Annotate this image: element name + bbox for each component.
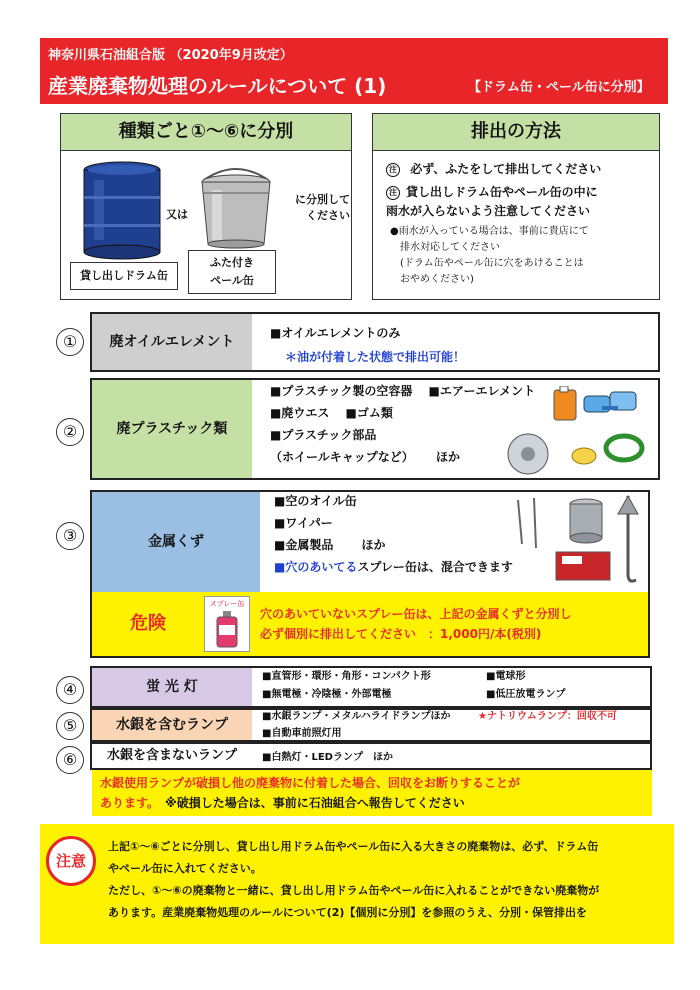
category-number-2: ②: [56, 418, 84, 446]
plastic-items-icon: [506, 386, 654, 476]
disposal-note-1: [386, 160, 601, 177]
bottom-note-line2: やペール缶に入れてください。: [108, 862, 262, 875]
caution-badge: 注意: [46, 836, 96, 886]
category-1-item: ■オイルエレメントのみ: [270, 326, 401, 340]
note3-line2: 排水対応してください: [400, 242, 500, 253]
sort-as-line1: に分別して: [295, 193, 350, 206]
note3-line1: ●雨水が入っている場合は、事前に貴店にて: [390, 226, 589, 237]
disposal-heading: 排出の方法: [372, 113, 660, 151]
category-2-line4: （ホイールキャップなど） ほか: [270, 450, 460, 464]
bottom-note-line1: 上記①～⑥ごとに分別し、貸し出し用ドラム缶やペール缶に入る大きさの廃棄物は、必ず、ドラム缶: [108, 840, 599, 853]
danger-line1: 穴のあいていないスプレー缶は、上記の金属くずと分別し: [260, 607, 572, 621]
sort-as-line2: ください: [306, 209, 350, 222]
category-label-1: 廃オイルエレメント: [92, 314, 252, 370]
category-label-3: 金属くず: [92, 492, 260, 592]
spray-can-icon: [204, 596, 250, 652]
header-banner: [40, 38, 668, 104]
category-number-6: ⑥: [56, 746, 84, 774]
category-4-b2: ■低圧放電ランプ: [486, 689, 566, 700]
category-number-3: ③: [56, 522, 84, 550]
bottom-note-line4: あります。産業廃棄物処理のルールについて(2)【個別に分別】を参照のうえ、分別・保管排出を: [108, 906, 588, 919]
page-subtitle: 【ドラム缶・ペール缶に分別】: [468, 80, 650, 95]
danger-line2: 必ず個別に排出してください ：1,000円/本(税別): [260, 627, 542, 641]
category-label-6: 水銀を含まないランプ: [106, 748, 237, 763]
category-number-1: ①: [56, 328, 84, 356]
bottom-note-line3: ただし、①～⑥の廃棄物と一緒に、貸し出し用ドラム缶やペール缶に入れることができない廃棄物が: [108, 884, 600, 897]
category-number-5: ⑤: [56, 712, 84, 740]
category-3-blue-text: 穴のあいてる: [285, 560, 358, 574]
note2-line2: 雨水が入らないよう注意してください: [386, 204, 591, 218]
danger-word: 危険: [130, 613, 166, 634]
category-3-line4: [274, 556, 513, 578]
lamp-warning-line1: 水銀使用ランプが破損し他の廃棄物に付着した場合、回収をお断りすることが: [100, 776, 521, 790]
category-3-line2: ■ワイパー: [274, 516, 333, 530]
category-4-a2: ■無電極・冷陰極・外部電極: [262, 689, 392, 700]
category-number-4: ④: [56, 676, 84, 704]
category-3-line3: ■金属製品 ほか: [274, 538, 386, 552]
category-3-rest-text: スプレー缶は、混合できます: [357, 560, 513, 574]
pail-label: [188, 250, 276, 294]
category-2-items: [270, 380, 535, 468]
category-6-items: ■白熱灯・LEDランプ ほか: [262, 752, 393, 763]
sorting-heading: 種類ごと①～⑥に分別: [60, 113, 352, 151]
note1-text: 必ず、ふたをして排出してください: [410, 162, 602, 176]
category-1-note: ＊油が付着した状態で排出可能！: [285, 350, 466, 364]
bottom-note-text: [108, 836, 668, 924]
or-text: 又は: [166, 208, 188, 221]
note3-line4: おやめください): [400, 274, 474, 285]
spray-can-label: スプレー缶: [209, 600, 245, 608]
pail-icon: [196, 166, 276, 250]
category-2-line3: ■プラスチック部品: [270, 428, 377, 442]
drum-label: 貸し出しドラム缶: [70, 262, 178, 290]
category-2-line1: ■プラスチック製の空容器 ■エアーエレメント: [270, 384, 536, 398]
category-5-warning: ★ナトリウムランプ：回収不可: [478, 711, 617, 722]
pail-label-line1: ふた付き: [210, 256, 254, 269]
category-2-line2: ■廃ウエス ■ゴム類: [270, 406, 393, 420]
category-3-items: [274, 490, 513, 578]
disposal-note-3: [390, 224, 589, 288]
category-5-a1: ■水銀ランプ・メタルハライドランプほか: [262, 711, 451, 722]
category-4-col1: [262, 668, 431, 704]
lamp-warning-report: ※破損した場合は、事前に石油組合へ報告してください: [153, 796, 465, 810]
page-title: 産業廃棄物処理のルールについて (1): [48, 74, 387, 98]
lamp-warning: [92, 770, 652, 816]
category-4-a1: ■直管形・環形・角形・コンパクト形: [262, 671, 431, 682]
note-mark-icon: 注: [386, 163, 400, 177]
category-3-mark: ■: [274, 560, 286, 574]
drum-icon: [80, 160, 164, 260]
note-mark-icon: 注: [386, 186, 400, 200]
metal-items-icon: [508, 494, 644, 586]
disposal-note-2: [386, 183, 598, 221]
note3-line3: (ドラム缶やペール缶に穴をあけることは: [400, 258, 584, 269]
edition-label: 神奈川県石油組合版 （2020年9月改定）: [48, 48, 293, 63]
category-label-2: 廃プラスチック類: [92, 380, 252, 478]
category-4-b1: ■電球形: [486, 671, 526, 682]
category-5-items: [262, 708, 450, 742]
lamp-warning-line2: あります。: [100, 796, 154, 810]
pail-label-line2: ペール缶: [210, 274, 254, 287]
category-label-5: 水銀を含むランプ: [92, 710, 252, 740]
category-5-a2: ■自動車前照灯用: [262, 728, 342, 739]
spray-can-shape: [213, 611, 241, 649]
category-label-4: 蛍 光 灯: [92, 668, 252, 706]
note2-line1: 貸し出しドラム缶やペール缶の中に: [406, 185, 598, 199]
sort-as-text: [290, 192, 350, 224]
danger-text: [260, 604, 572, 644]
category-4-col2: [486, 668, 565, 704]
category-3-line1: ■空のオイル缶: [274, 494, 357, 508]
